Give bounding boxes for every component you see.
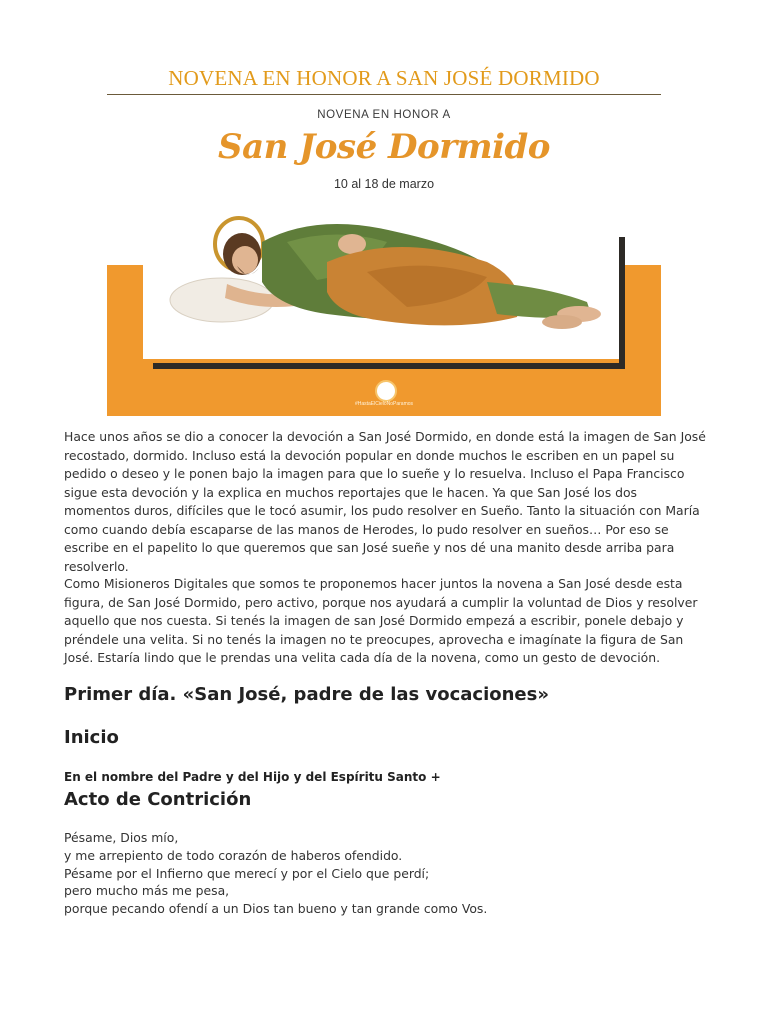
prayer-line: porque pecando ofendí a un Dios tan bueno y tan grande como Vos. [64,901,488,917]
novena-banner-image [107,97,661,416]
intro-paragraph-2: Como Misioneros Digitales que somos te proponemos hacer juntos la novena a San José desde esta figura, de San José Dormido, pero activo, porque nos ayudará a cumplir la voluntad de Dios y resolver aquello que nos cuesta. Si tenés la imagen de san José Dormido empezá a escribir, ponele debajo y préndele una velita. Si no tenés la imagen no te preocupes, aprovecha e imagínate la figura de San José. Estaría lindo que le prendas una velita cada día de la novena, como un gesto de devoción. [64,576,698,665]
banner-hashtag: #HastaElCieloNoParamos [354,401,414,407]
act-of-contrition-heading: Acto de Contrición [64,789,252,810]
brand-logo-badge [375,380,397,402]
prayer-line: Pésame por el Infierno que merecí y por el Cielo que perdí; [64,865,430,881]
banner-title: San José Dormido [218,127,550,167]
inicio-heading: Inicio [64,727,119,748]
day-heading: Primer día. «San José, padre de las vocaciones» [64,684,549,705]
sign-of-the-cross: En el nombre del Padre y del Hijo y del Espíritu Santo + [64,770,441,784]
banner-dark-accent-horizontal [153,363,625,369]
banner-subtitle: NOVENA EN HONOR A [317,109,451,121]
act-of-contrition-prayer [64,829,706,918]
banner-dark-accent-vertical [619,237,625,369]
document-title: NOVENA EN HONOR A SAN JOSÉ DORMIDO [168,66,600,90]
intro-paragraph-1: Hace unos años se dio a conocer la devoción a San José Dormido, en donde está la imagen de San José recostado, dormido. Incluso está la devoción popular en donde muchos le escriben en un papel su pedido o deseo y le ponen bajo la imagen para que lo sueñe y lo resuelva. Incluso el Papa Francisco sigue esta devoción y la explica en muchos reportajes que le hacen. Ya que San José los dos momentos duros, difíciles que le tocó asumir, los pudo resolver en Sueño. Tanto la situación con María como cuando debía escaparse de las manos de Herodes, lo pudo resolver en sueños… Por eso se escribe en el papelito lo que queremos que san José sueñe y nos dé una manito desde arriba para resolverlo. [64,429,706,574]
prayer-line: Pésame, Dios mío, [64,830,179,845]
banner-dates: 10 al 18 de marzo [333,177,435,191]
sleeping-saint-joseph-figure [167,202,607,342]
prayer-line: pero mucho más me pesa, [64,883,230,899]
prayer-line: y me arrepiento de todo corazón de haberos ofendido. [64,847,403,863]
title-divider [107,94,661,95]
